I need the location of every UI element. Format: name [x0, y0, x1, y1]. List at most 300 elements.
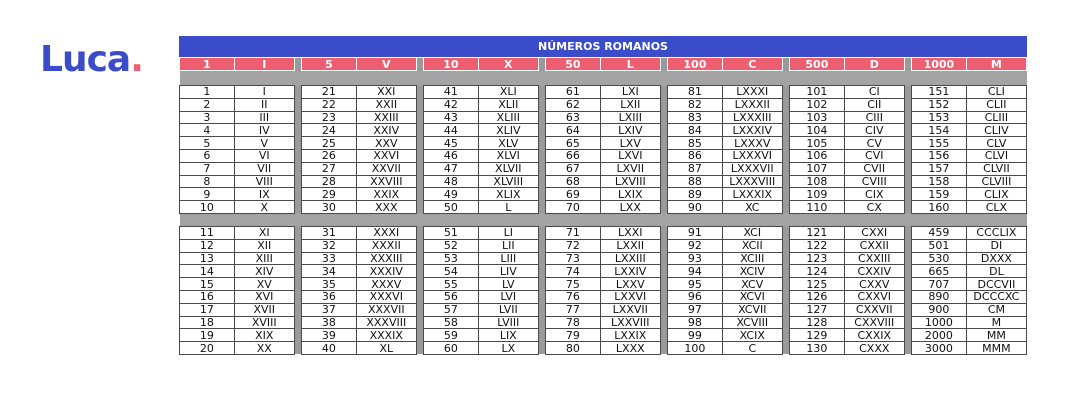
number-cell: 99: [668, 329, 723, 342]
roman-cell: LXXXI: [722, 86, 782, 99]
number-cell: 12: [180, 239, 235, 252]
number-cell: 74: [546, 265, 601, 278]
column-gap: [782, 137, 789, 150]
header-roman: V: [356, 58, 416, 71]
roman-cell: LXXIX: [600, 329, 660, 342]
number-cell: 67: [546, 162, 601, 175]
number-cell: 96: [668, 290, 723, 303]
column-gap: [904, 342, 911, 355]
number-cell: 28: [302, 175, 357, 188]
roman-cell: CM: [966, 303, 1026, 316]
roman-cell: XIII: [234, 252, 294, 265]
column-gap: [538, 98, 545, 111]
column-gap: [904, 86, 911, 99]
number-cell: 13: [180, 252, 235, 265]
roman-cell: XXII: [356, 98, 416, 111]
column-gap: [782, 265, 789, 278]
section-separator: [844, 213, 904, 226]
column-gap: [782, 58, 789, 71]
number-cell: 83: [668, 111, 723, 124]
number-cell: 37: [302, 303, 357, 316]
column-gap: [538, 86, 545, 99]
number-cell: 4: [180, 124, 235, 137]
number-cell: 63: [546, 111, 601, 124]
roman-cell: XLIX: [478, 188, 538, 201]
roman-cell: LXVIII: [600, 175, 660, 188]
column-gap: [294, 329, 301, 342]
roman-cell: LXXXVI: [722, 149, 782, 162]
number-cell: 59: [424, 329, 479, 342]
number-cell: 95: [668, 278, 723, 291]
section-separator: [722, 71, 782, 86]
roman-cell: IV: [234, 124, 294, 137]
column-gap: [904, 329, 911, 342]
logo-text: Luca: [40, 39, 131, 80]
table-row: [180, 149, 1027, 162]
number-cell: 128: [790, 316, 845, 329]
roman-cell: II: [234, 98, 294, 111]
number-cell: 46: [424, 149, 479, 162]
number-cell: 104: [790, 124, 845, 137]
section-separator: [424, 71, 479, 86]
roman-cell: DXXX: [966, 252, 1026, 265]
roman-cell: LXXII: [600, 239, 660, 252]
column-gap: [294, 71, 301, 86]
roman-cell: CXXX: [844, 342, 904, 355]
table-row: [180, 111, 1027, 124]
roman-cell: XLVII: [478, 162, 538, 175]
table-row: [180, 316, 1027, 329]
column-gap: [294, 290, 301, 303]
roman-cell: V: [234, 137, 294, 150]
roman-cell: LXXXV: [722, 137, 782, 150]
roman-cell: LXXX: [600, 342, 660, 355]
column-gap: [538, 265, 545, 278]
column-gap: [416, 124, 423, 137]
roman-cell: XCVIII: [722, 316, 782, 329]
roman-cell: XXI: [356, 86, 416, 99]
section-separator: [600, 71, 660, 86]
roman-cell: L: [478, 201, 538, 214]
column-gap: [294, 316, 301, 329]
section-separator: [302, 71, 357, 86]
table-row: [180, 342, 1027, 355]
column-gap: [416, 71, 423, 86]
column-gap: [538, 175, 545, 188]
number-cell: 54: [424, 265, 479, 278]
number-cell: 124: [790, 265, 845, 278]
number-cell: 121: [790, 226, 845, 239]
roman-cell: XCIII: [722, 252, 782, 265]
number-cell: 127: [790, 303, 845, 316]
roman-cell: MM: [966, 329, 1026, 342]
roman-cell: CXXIV: [844, 265, 904, 278]
number-cell: 58: [424, 316, 479, 329]
number-cell: 3: [180, 111, 235, 124]
column-gap: [904, 111, 911, 124]
roman-cell: XVI: [234, 290, 294, 303]
roman-cell: CXXIX: [844, 329, 904, 342]
roman-cell: XXXVI: [356, 290, 416, 303]
number-cell: 126: [790, 290, 845, 303]
logo-dot: .: [130, 39, 143, 80]
column-gap: [294, 58, 301, 71]
section-separator: [722, 213, 782, 226]
table-row: [180, 329, 1027, 342]
number-cell: 890: [912, 290, 967, 303]
number-cell: 66: [546, 149, 601, 162]
section-separator: [180, 213, 235, 226]
column-gap: [782, 98, 789, 111]
number-cell: 21: [302, 86, 357, 99]
number-cell: 123: [790, 252, 845, 265]
roman-cell: LXXVI: [600, 290, 660, 303]
number-cell: 15: [180, 278, 235, 291]
roman-cell: CVII: [844, 162, 904, 175]
table-row: [180, 86, 1027, 99]
column-gap: [782, 316, 789, 329]
roman-cell: CXXV: [844, 278, 904, 291]
number-cell: 102: [790, 98, 845, 111]
column-gap: [538, 213, 545, 226]
number-cell: 89: [668, 188, 723, 201]
column-gap: [782, 175, 789, 188]
roman-cell: CV: [844, 137, 904, 150]
column-gap: [904, 226, 911, 239]
column-gap: [416, 149, 423, 162]
column-gap: [538, 111, 545, 124]
column-gap: [660, 162, 667, 175]
section-separator: [180, 71, 235, 86]
roman-cell: XXXI: [356, 226, 416, 239]
number-cell: 20: [180, 342, 235, 355]
section-separator: [546, 213, 601, 226]
column-gap: [416, 137, 423, 150]
roman-cell: XXXVII: [356, 303, 416, 316]
column-gap: [904, 265, 911, 278]
number-cell: 19: [180, 329, 235, 342]
table-row: [180, 188, 1027, 201]
section-separator: [478, 213, 538, 226]
number-cell: 16: [180, 290, 235, 303]
column-gap: [538, 124, 545, 137]
column-gap: [782, 213, 789, 226]
column-gap: [782, 162, 789, 175]
section-separator: [234, 71, 294, 86]
roman-cell: XXVII: [356, 162, 416, 175]
number-cell: 109: [790, 188, 845, 201]
number-cell: 42: [424, 98, 479, 111]
column-gap: [538, 342, 545, 355]
number-cell: 530: [912, 252, 967, 265]
number-cell: 79: [546, 329, 601, 342]
roman-cell: XIX: [234, 329, 294, 342]
section-separator: [302, 213, 357, 226]
column-gap: [294, 149, 301, 162]
number-cell: 1: [180, 86, 235, 99]
roman-cell: XXXIX: [356, 329, 416, 342]
column-gap: [660, 290, 667, 303]
column-gap: [294, 265, 301, 278]
column-gap: [538, 252, 545, 265]
column-gap: [904, 188, 911, 201]
roman-cell: CXXI: [844, 226, 904, 239]
roman-cell: XLVI: [478, 149, 538, 162]
roman-cell: CXXVII: [844, 303, 904, 316]
roman-cell: CLX: [966, 201, 1026, 214]
number-cell: 47: [424, 162, 479, 175]
column-gap: [660, 188, 667, 201]
number-cell: 40: [302, 342, 357, 355]
column-gap: [782, 188, 789, 201]
table-row: [180, 137, 1027, 150]
number-cell: 33: [302, 252, 357, 265]
column-gap: [782, 342, 789, 355]
roman-cell: LVIII: [478, 316, 538, 329]
roman-cell: CVI: [844, 149, 904, 162]
column-gap: [416, 175, 423, 188]
roman-cell: LXX: [600, 201, 660, 214]
number-cell: 57: [424, 303, 479, 316]
roman-cell: LII: [478, 239, 538, 252]
roman-cell: LXVI: [600, 149, 660, 162]
column-gap: [294, 98, 301, 111]
roman-cell: MMM: [966, 342, 1026, 355]
number-cell: 80: [546, 342, 601, 355]
roman-cell: LV: [478, 278, 538, 291]
number-cell: 27: [302, 162, 357, 175]
column-gap: [538, 149, 545, 162]
number-cell: 48: [424, 175, 479, 188]
section-separator: [478, 71, 538, 86]
roman-cell: CXXVIII: [844, 316, 904, 329]
number-cell: 665: [912, 265, 967, 278]
column-gap: [416, 188, 423, 201]
roman-cell: CXXII: [844, 239, 904, 252]
section-separator: [790, 71, 845, 86]
number-cell: 3000: [912, 342, 967, 355]
header-roman: L: [600, 58, 660, 71]
roman-cell: VI: [234, 149, 294, 162]
roman-cell: CLIX: [966, 188, 1026, 201]
column-gap: [782, 278, 789, 291]
roman-cell: VIII: [234, 175, 294, 188]
number-cell: 8: [180, 175, 235, 188]
number-cell: 62: [546, 98, 601, 111]
header-number: 1: [180, 58, 235, 71]
number-cell: 160: [912, 201, 967, 214]
column-gap: [660, 71, 667, 86]
roman-cell: LXVII: [600, 162, 660, 175]
roman-cell: LXXI: [600, 226, 660, 239]
column-gap: [538, 201, 545, 214]
number-cell: 25: [302, 137, 357, 150]
column-gap: [294, 252, 301, 265]
column-gap: [416, 252, 423, 265]
number-cell: 105: [790, 137, 845, 150]
column-gap: [660, 252, 667, 265]
table-row: [180, 252, 1027, 265]
roman-cell: XL: [356, 342, 416, 355]
roman-cell: XXVI: [356, 149, 416, 162]
roman-cell: XXIII: [356, 111, 416, 124]
roman-cell: VII: [234, 162, 294, 175]
section-separator: [844, 71, 904, 86]
section-separator: [912, 213, 967, 226]
roman-cell: XXXV: [356, 278, 416, 291]
column-gap: [416, 226, 423, 239]
number-cell: 29: [302, 188, 357, 201]
number-cell: 501: [912, 239, 967, 252]
number-cell: 68: [546, 175, 601, 188]
column-gap: [538, 303, 545, 316]
number-cell: 72: [546, 239, 601, 252]
roman-cell: XXXVIII: [356, 316, 416, 329]
column-gap: [294, 239, 301, 252]
number-cell: 60: [424, 342, 479, 355]
number-cell: 22: [302, 98, 357, 111]
section-separator: [600, 213, 660, 226]
roman-cell: LXIV: [600, 124, 660, 137]
column-gap: [660, 137, 667, 150]
number-cell: 26: [302, 149, 357, 162]
table-row: [180, 303, 1027, 316]
roman-cell: LXXVIII: [600, 316, 660, 329]
header-roman: M: [966, 58, 1026, 71]
roman-cell: CX: [844, 201, 904, 214]
column-gap: [660, 278, 667, 291]
number-cell: 93: [668, 252, 723, 265]
column-gap: [660, 265, 667, 278]
column-gap: [294, 188, 301, 201]
column-gap: [660, 111, 667, 124]
number-cell: 81: [668, 86, 723, 99]
roman-cell: LXV: [600, 137, 660, 150]
roman-cell: XLV: [478, 137, 538, 150]
column-gap: [904, 149, 911, 162]
number-cell: 94: [668, 265, 723, 278]
number-cell: 2: [180, 98, 235, 111]
roman-cell: XCV: [722, 278, 782, 291]
roman-cell: M: [966, 316, 1026, 329]
column-gap: [294, 137, 301, 150]
number-cell: 77: [546, 303, 601, 316]
column-gap: [904, 201, 911, 214]
column-gap: [294, 213, 301, 226]
number-cell: 70: [546, 201, 601, 214]
column-gap: [538, 278, 545, 291]
number-cell: 44: [424, 124, 479, 137]
column-gap: [538, 162, 545, 175]
roman-cell: LXXXIX: [722, 188, 782, 201]
column-gap: [904, 162, 911, 175]
column-gap: [294, 86, 301, 99]
column-gap: [294, 111, 301, 124]
number-cell: 153: [912, 111, 967, 124]
roman-cell: CLIII: [966, 111, 1026, 124]
number-cell: 91: [668, 226, 723, 239]
number-cell: 35: [302, 278, 357, 291]
number-cell: 98: [668, 316, 723, 329]
column-gap: [782, 239, 789, 252]
number-cell: 154: [912, 124, 967, 137]
number-cell: 88: [668, 175, 723, 188]
header-number: 500: [790, 58, 845, 71]
roman-cell: XXVIII: [356, 175, 416, 188]
number-cell: 75: [546, 278, 601, 291]
number-cell: 51: [424, 226, 479, 239]
column-gap: [660, 58, 667, 71]
number-cell: 86: [668, 149, 723, 162]
column-gap: [416, 303, 423, 316]
column-gap: [538, 316, 545, 329]
roman-cell: LXXXIII: [722, 111, 782, 124]
roman-cell: LIX: [478, 329, 538, 342]
roman-cell: LXIII: [600, 111, 660, 124]
column-gap: [416, 86, 423, 99]
table-row: [180, 290, 1027, 303]
table-row: [180, 265, 1027, 278]
column-gap: [294, 201, 301, 214]
roman-cell: CI: [844, 86, 904, 99]
column-gap: [660, 98, 667, 111]
roman-cell: CII: [844, 98, 904, 111]
number-cell: 23: [302, 111, 357, 124]
section-separator: [912, 71, 967, 86]
table-row: [180, 98, 1027, 111]
roman-cell: XXV: [356, 137, 416, 150]
roman-cell: XXXIV: [356, 265, 416, 278]
number-cell: 45: [424, 137, 479, 150]
roman-cell: LXII: [600, 98, 660, 111]
header-roman: I: [234, 58, 294, 71]
roman-cell: CLVIII: [966, 175, 1026, 188]
roman-cell: LXXVII: [600, 303, 660, 316]
column-gap: [660, 124, 667, 137]
column-gap: [538, 71, 545, 86]
column-gap: [416, 265, 423, 278]
number-cell: 69: [546, 188, 601, 201]
column-gap: [904, 303, 911, 316]
roman-cell: LXI: [600, 86, 660, 99]
number-cell: 106: [790, 149, 845, 162]
column-gap: [660, 226, 667, 239]
roman-cell: XIV: [234, 265, 294, 278]
luca-logo: [40, 36, 143, 84]
number-cell: 14: [180, 265, 235, 278]
roman-cell: XCIV: [722, 265, 782, 278]
section-separator: [546, 71, 601, 86]
number-cell: 24: [302, 124, 357, 137]
roman-cell: CIII: [844, 111, 904, 124]
roman-cell: CLIV: [966, 124, 1026, 137]
roman-cell: CLVI: [966, 149, 1026, 162]
column-gap: [538, 58, 545, 71]
number-cell: 71: [546, 226, 601, 239]
number-cell: 159: [912, 188, 967, 201]
table-row: [180, 162, 1027, 175]
column-gap: [416, 111, 423, 124]
number-cell: 108: [790, 175, 845, 188]
column-gap: [782, 86, 789, 99]
column-gap: [416, 58, 423, 71]
roman-cell: XLI: [478, 86, 538, 99]
roman-cell: XCI: [722, 226, 782, 239]
roman-cell: LXXIV: [600, 265, 660, 278]
number-cell: 459: [912, 226, 967, 239]
section-separator: [668, 71, 723, 86]
number-cell: 157: [912, 162, 967, 175]
